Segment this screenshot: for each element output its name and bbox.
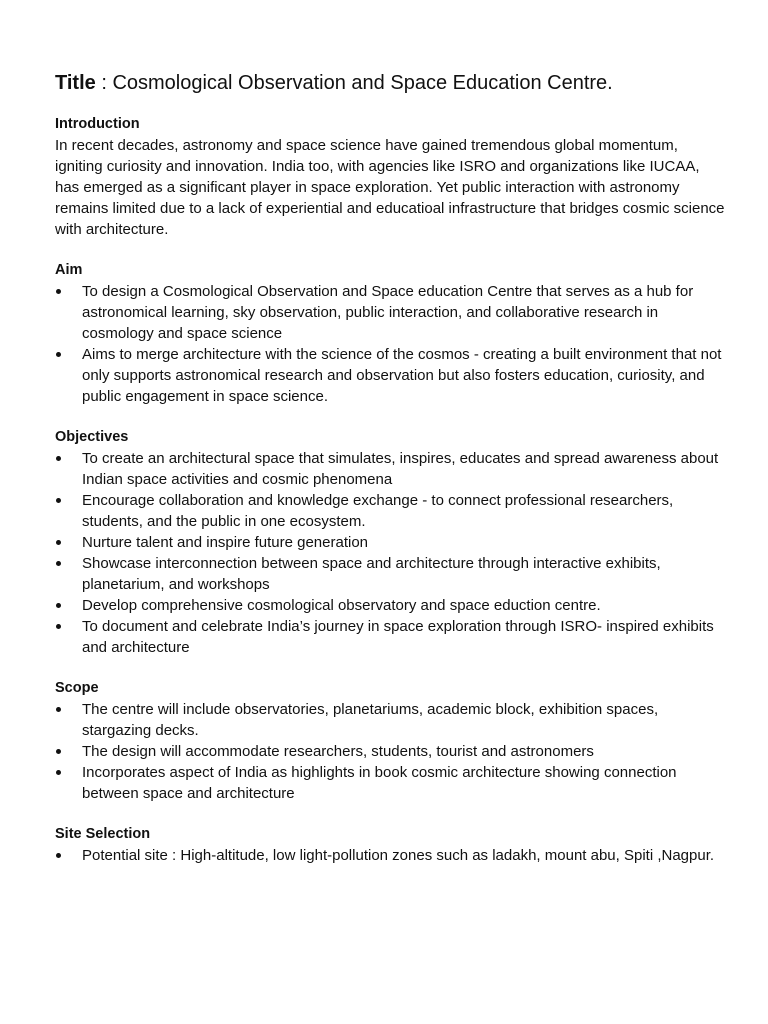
list-item (55, 281, 725, 344)
title-label: Title (55, 72, 96, 94)
list-item-text: To document and celebrate India’s journey in space exploration through ISRO- inspired exhibits and architecture (82, 618, 714, 656)
bullet-icon (56, 770, 61, 775)
list-item (55, 344, 725, 407)
list-item (55, 553, 725, 595)
list-item (55, 845, 725, 866)
list-item (55, 741, 725, 762)
list-item-text: Potential site : High-altitude, low light-pollution zones such as ladakh, mount abu, Spiti ,Nagpur. (82, 847, 715, 864)
bullet-icon (56, 456, 61, 461)
list-item-text: The design will accommodate researchers, students, tourist and astronomers (82, 743, 594, 760)
list-item-text: Showcase interconnection between space and architecture through interactive exhibits, planetarium, and workshops (82, 555, 661, 593)
site-selection-section (55, 824, 725, 866)
site-selection-heading: Site Selection (55, 826, 151, 842)
list-item-text: Nurture talent and inspire future generation (82, 534, 369, 551)
introduction-body: In recent decades, astronomy and space science have gained tremendous global momentum, igniting curiosity and innovation. India too, with agencies like ISRO and organizations like IUCAA, has emerged as a significant player in space exploration. Yet public interaction with astronomy remains limited due to a lack of experiential and educatioal infrastructure that bridges cosmic science with architecture. (55, 137, 725, 238)
aim-heading: Aim (55, 262, 83, 278)
bullet-icon (56, 749, 61, 754)
list-item-text: Develop comprehensive cosmological observatory and space eduction centre. (82, 597, 601, 614)
list-item-text: To create an architectural space that simulates, inspires, educates and spread awareness about Indian space activities and cosmic phenomena (82, 450, 719, 488)
bullet-icon (56, 289, 61, 294)
document-page (55, 70, 725, 886)
list-item (55, 616, 725, 658)
list-item (55, 595, 725, 616)
bullet-icon (56, 561, 61, 566)
title-separator: : (95, 72, 113, 94)
bullet-icon (56, 352, 61, 357)
list-item-text: Encourage collaboration and knowledge exchange - to connect professional researchers, students, and the public in one ecosystem. (82, 492, 674, 530)
bullet-icon (56, 603, 61, 608)
scope-heading: Scope (55, 680, 99, 696)
scope-list (55, 699, 725, 804)
objectives-section (55, 427, 725, 658)
list-item-text: Incorporates aspect of India as highlights in book cosmic architecture showing connection between space and architecture (82, 764, 677, 802)
bullet-icon (56, 853, 61, 858)
bullet-icon (56, 498, 61, 503)
bullet-icon (56, 707, 61, 712)
objectives-heading: Objectives (55, 429, 129, 445)
list-item (55, 762, 725, 804)
list-item (55, 699, 725, 741)
document-title (55, 70, 725, 96)
introduction-section (55, 114, 725, 240)
list-item-text: To design a Cosmological Observation and Space education Centre that serves as a hub for astronomical learning, sky observation, public interaction, and collaborative research in cosmology and space science (82, 283, 694, 342)
list-item (55, 532, 725, 553)
aim-list (55, 281, 725, 407)
site-selection-list (55, 845, 725, 866)
list-item-text: Aims to merge architecture with the science of the cosmos - creating a built environment that not only supports astronomical research and observation but also fosters education, curiosity, and public engagement in space science. (82, 346, 722, 405)
bullet-icon (56, 624, 61, 629)
list-item-text: The centre will include observatories, planetariums, academic block, exhibition spaces, stargazing decks. (82, 701, 659, 739)
scope-section (55, 678, 725, 804)
list-item (55, 448, 725, 490)
bullet-icon (56, 540, 61, 545)
aim-section (55, 260, 725, 407)
title-text: Cosmological Observation and Space Education Centre. (112, 72, 613, 94)
objectives-list (55, 448, 725, 658)
introduction-heading: Introduction (55, 116, 140, 132)
list-item (55, 490, 725, 532)
